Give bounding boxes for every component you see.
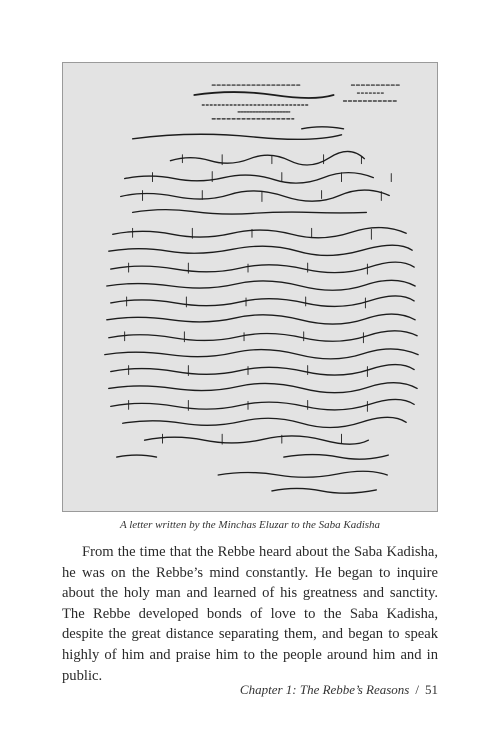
body-paragraph: From the time that the Rebbe heard about the Saba Kadisha, he was on the Rebbe’s mind constantly. He began to inquire about the holy man and learned of his greatness and sanctity. The Rebbe developed bonds of love to the Saba Kadisha, despite the great distance separating them, and began to speak highly of him and praise him to the people around him and in public.	[62, 544, 438, 684]
chapter-title: Chapter 1: The Rebbe’s Reasons	[239, 682, 410, 697]
letter-image	[62, 62, 438, 512]
letterhead	[133, 85, 400, 139]
footer-separator: /	[415, 682, 419, 697]
figure-caption: A letter written by the Minchas Eluzar to the Saba Kadisha	[119, 519, 381, 531]
page-number: 51	[425, 682, 438, 697]
page-footer	[240, 682, 438, 698]
handwriting	[105, 151, 418, 493]
handwritten-letter-scan	[63, 63, 437, 511]
body-text	[62, 542, 438, 686]
